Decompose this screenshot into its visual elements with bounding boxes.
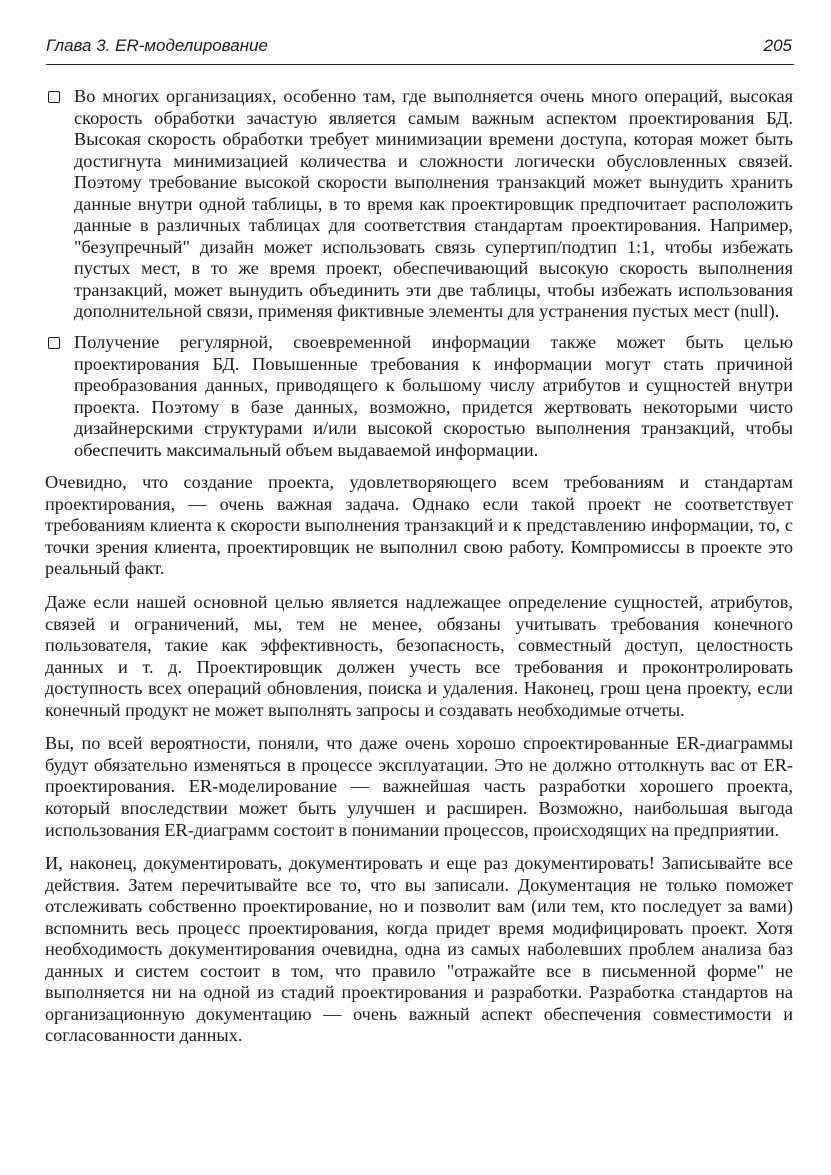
paragraph: Даже если нашей основной целью является надлежащее определение сущностей, атрибутов, связей и ограничений, мы, тем не менее, обязаны учитывать требования конечного пользователя, такие как эффективность, безопасность, совместный доступ, целостность данных и т. д. Проектировщик должен учесть все требования и проконтролировать доступность всех операций обновления, поиска и удаления. Наконец, грош цена проекту, если конечный продукт не может выполнять запросы и создавать необходимые отчеты. [45, 592, 793, 720]
page-body [45, 86, 793, 1047]
bullet-item [45, 86, 793, 323]
bullet-text: Во многих организациях, особенно там, где выполняется очень много операций, высокая скорость обработки зачастую является самым важным аспектом проектирования БД. Высокая скорость обработки требует минимизации времени доступа, которая может быть достигнута минимизацией количества и сложности логически обусловленных связей. Поэтому требование высокой скорости выполнения транзакций может вынудить хранить данные внутри одной таблицы, в то время как проектировщик предпочитает расположить данные в различных таблицах для соответствия стандартам проектирования. Например, "безупречный" дизайн может использовать связь супертип/подтип 1:1, чтобы избежать пустых мест, в то же время проект, обеспечивающий высокую скорость выполнения транзакций, может вынудить объединить эти две таблицы, чтобы избежать использования дополнительной связи, применяя фиктивные элементы для устранения пустых мест (null). [74, 86, 793, 322]
checkbox-square-icon [48, 337, 60, 349]
bullet-item [45, 332, 793, 461]
checkbox-square-icon [48, 91, 60, 103]
page-number: 205 [763, 36, 792, 55]
paragraph: Очевидно, что создание проекта, удовлетворяющего всем требованиям и стандартам проектирования, — очень важная задача. Однако если такой проект не соответствует требованиям клиента к скорости выполнения транзакций и к представлению информации, то, с точки зрения клиента, проектировщик не выполнил свою работу. Компромиссы в проекте это реальный факт. [45, 472, 793, 579]
bullet-text: Получение регулярной, своевременной информации также может быть целью проектирования БД. Повышенные требования к информации могут стать причиной преобразования данных, приводящего к большому числу атрибутов и сущностей внутри проекта. Поэтому в базе данных, возможно, придется жертвовать некоторыми чисто дизайнерскими структурами и/или высокой скоростью выполнения транзакций, чтобы обеспечить максимальный объем выдаваемой информации. [74, 332, 793, 460]
running-header [46, 34, 794, 65]
paragraph: И, наконец, документировать, документировать и еще раз документировать! Записывайте все действия. Затем перечитывайте все то, что вы записали. Документация не только поможет отслеживать собственно проектирование, но и позволит вам (или тем, кто последует за вами) вспомнить весь процесс проектирования, когда придет время модифицировать проект. Хотя необходимость документирования очевидна, одна из самых наболевших проблем анализа баз данных и систем состоит в том, что правило "отражайте все в письменной форме" не выполняется ни на одной из стадий проектирования и разработки. Разработка стандартов на организационную документацию — очень важный аспект обеспечения совместимости и согласованности данных. [45, 853, 793, 1046]
paragraph: Вы, по всей вероятности, поняли, что даже очень хорошо спроектированные ER-диаграммы будут обязательно изменяться в процессе эксплуатации. Это не должно оттолкнуть вас от ER-проектирования. ER-моделирование — важнейшая часть разработки хорошего проекта, который впоследствии может быть улучшен и расширен. Возможно, наибольшая выгода использования ER-диаграмм состоит в понимании процессов, происходящих на предприятии. [45, 733, 793, 840]
chapter-title: Глава 3. ER-моделирование [46, 36, 268, 55]
